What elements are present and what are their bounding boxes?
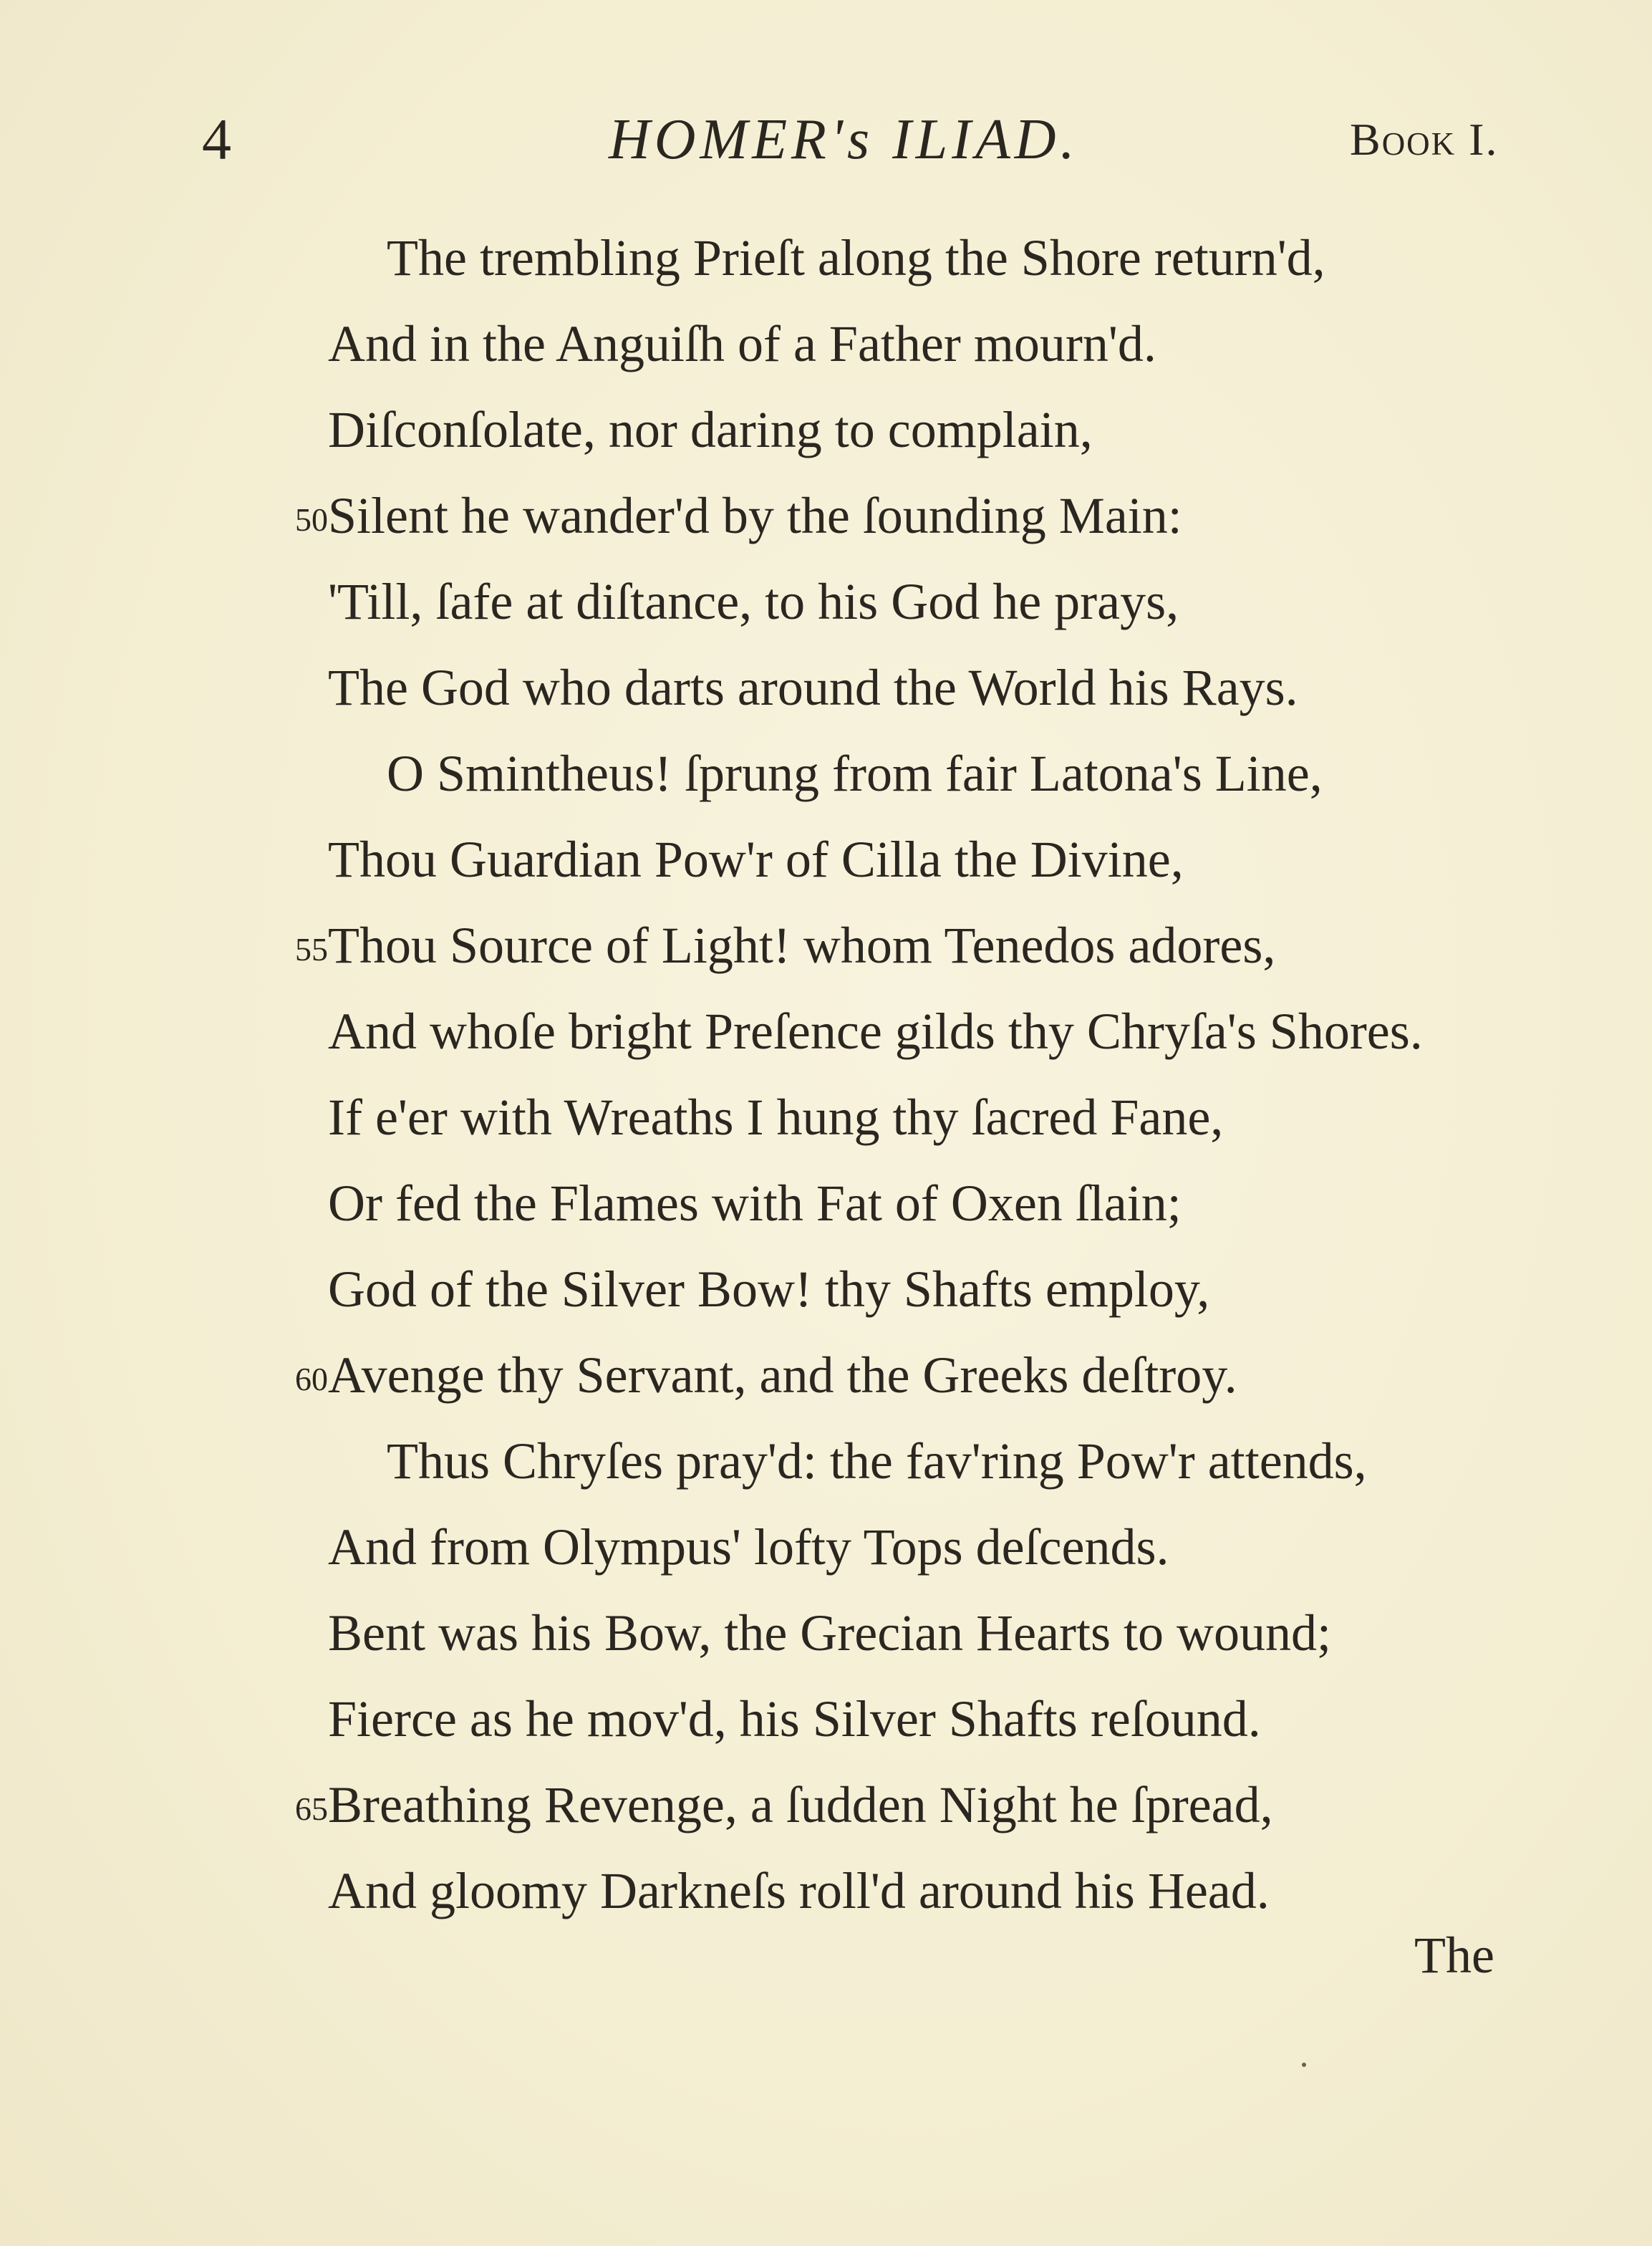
verse-line [0, 387, 1652, 473]
verse-text: Silent he wander'd by the ſounding Main: [328, 487, 1182, 544]
verse-line [0, 1848, 1652, 1934]
verse-text: O Smintheus! ſprung from fair Latona's Line, [387, 745, 1323, 802]
verse-text: And in the Anguiſh of a Father mourn'd. [328, 315, 1156, 372]
verse-line [0, 1676, 1652, 1762]
verse-text: Avenge thy Servant, and the Greeks deſtroy. [328, 1346, 1237, 1404]
verse-text: Breathing Revenge, a ſudden Night he ſpread, [328, 1776, 1273, 1833]
verse-text: Fierce as he mov'd, his Silver Shafts reſound. [328, 1690, 1261, 1748]
verse-text: And whoſe bright Preſence gilds thy Chryſa's Shores. [328, 1003, 1423, 1060]
line-number: 50 [295, 501, 328, 538]
verse-text: Diſconſolate, nor daring to complain, [328, 401, 1093, 458]
verse-line [0, 1504, 1652, 1590]
page-number: 4 [202, 107, 231, 172]
verse-text: Bent was his Bow, the Grecian Hearts to wound; [328, 1604, 1332, 1662]
verse-line [0, 215, 1652, 301]
verse-text: Thou Guardian Pow'r of Cilla the Divine, [328, 831, 1184, 888]
line-number: 60 [295, 1361, 328, 1397]
verse-line [0, 1160, 1652, 1246]
verse-line [0, 902, 1652, 988]
verse-line [0, 301, 1652, 387]
verse-text: Thus Chryſes pray'd: the fav'ring Pow'r attends, [387, 1432, 1367, 1490]
verse-text: The God who darts around the World his Rays. [328, 659, 1298, 716]
page-header [0, 100, 1652, 179]
verse-text: Or fed the Flames with Fat of Oxen ſlain; [328, 1175, 1182, 1232]
verse-line [0, 473, 1652, 559]
running-title: HOMER's ILIAD. [609, 108, 1079, 171]
verse-text: 'Till, ſafe at diſtance, to his God he prays, [328, 573, 1179, 630]
verse-line [0, 731, 1652, 816]
verse-text: The trembling Prieſt along the Shore return'd, [387, 229, 1325, 286]
verse-line [0, 645, 1652, 731]
book-label: Book I. [1350, 114, 1499, 165]
verse-line [0, 816, 1652, 902]
verse-text: And from Olympus' lofty Tops deſcends. [328, 1518, 1169, 1576]
verse-line [0, 1332, 1652, 1418]
verse-line [0, 1418, 1652, 1504]
verse-line [0, 1246, 1652, 1332]
catchword: The [1414, 1927, 1494, 1984]
line-number: 65 [295, 1790, 328, 1827]
verse-text: Thou Source of Light! whom Tenedos adores, [328, 917, 1276, 974]
verse-line [0, 1590, 1652, 1676]
verse-line [0, 988, 1652, 1074]
verse-line [0, 559, 1652, 645]
verse-line [0, 1074, 1652, 1160]
verse-line [0, 1762, 1652, 1848]
verse-text: And gloomy Darkneſs roll'd around his Head. [328, 1862, 1270, 1919]
paper-speck [1302, 2063, 1306, 2067]
verse-block [0, 215, 1652, 1934]
verse-text: God of the Silver Bow! thy Shafts employ, [328, 1261, 1210, 1318]
verse-text: If e'er with Wreaths I hung thy ſacred Fane, [328, 1089, 1224, 1146]
line-number: 55 [295, 931, 328, 968]
